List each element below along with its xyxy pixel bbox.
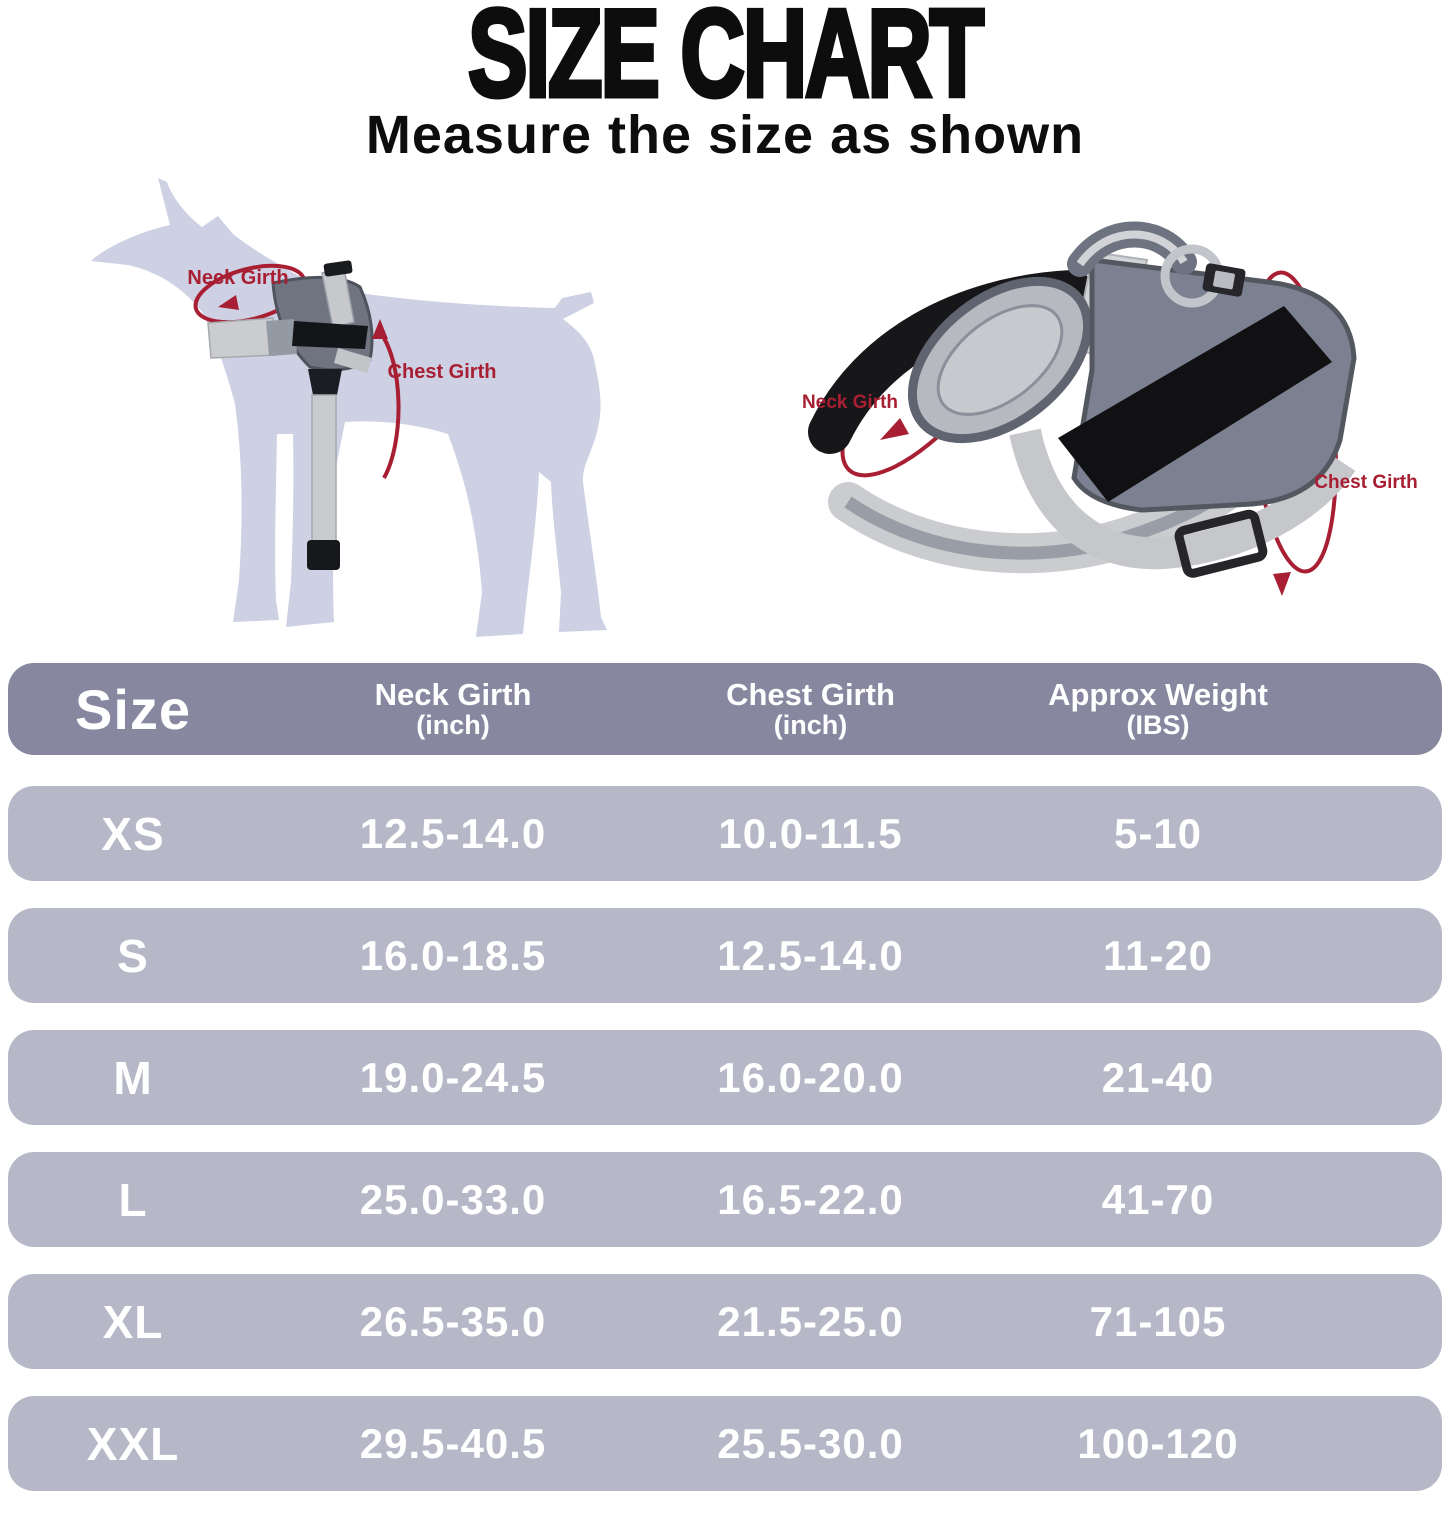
chest-value: 25.5-30.0	[717, 1419, 904, 1467]
weight-value: 100-120	[1077, 1419, 1239, 1467]
size-label: S	[117, 929, 149, 982]
col-header-chest-girth: Chest Girth (inch)	[726, 676, 895, 741]
weight-value: 41-70	[1101, 1175, 1215, 1223]
size-chart-table	[8, 663, 1442, 1518]
weight-value: 71-105	[1089, 1297, 1227, 1345]
neck-value: 16.0-18.5	[359, 931, 547, 979]
table-row-xs	[8, 786, 1442, 881]
table-row-m	[8, 1030, 1442, 1125]
dog-silhouette	[91, 178, 607, 637]
page-title-text: SIZE CHART	[467, 0, 983, 123]
chest-value: 16.5-22.0	[717, 1175, 904, 1223]
dog-neck-girth-label: Neck Girth	[187, 267, 289, 289]
page-subtitle: Measure the size as shown	[365, 105, 1085, 165]
harness-chest-girth-label: Chest Girth	[1314, 472, 1418, 493]
weight-value: 11-20	[1102, 931, 1214, 979]
chest-value: 10.0-11.5	[718, 809, 903, 857]
table-row-xl	[8, 1274, 1442, 1369]
table-row-s	[8, 908, 1442, 1003]
neck-girth-arrowhead	[880, 418, 909, 440]
table-row-l	[8, 1152, 1442, 1247]
col-header-weight: Approx Weight (IBS)	[1048, 676, 1268, 741]
col-header-size: Size	[74, 677, 192, 741]
neck-value: 26.5-35.0	[359, 1297, 547, 1345]
chest-value: 12.5-14.0	[717, 931, 904, 979]
harness-product-illustration	[830, 235, 1354, 575]
dog-measurement-diagram	[50, 172, 670, 652]
col-header-neck-girth: Neck Girth (inch)	[374, 676, 532, 741]
harness-product-diagram	[790, 210, 1450, 630]
page-title	[0, 0, 1450, 123]
weight-value: 5-10	[1113, 809, 1203, 857]
dog-chest-girth-label: Chest Girth	[387, 361, 497, 383]
size-label: XL	[102, 1295, 164, 1348]
harness-neck-girth-label: Neck Girth	[801, 392, 899, 413]
size-label: XS	[101, 807, 165, 860]
chest-value: 21.5-25.0	[717, 1297, 904, 1345]
neck-value: 19.0-24.5	[359, 1053, 547, 1101]
chest-girth-arrowhead	[1273, 572, 1291, 596]
size-label: L	[118, 1173, 148, 1226]
table-row-xxl	[8, 1396, 1442, 1491]
table-header-row	[8, 663, 1442, 755]
neck-value: 25.0-33.0	[359, 1175, 547, 1223]
size-label: XXL	[86, 1417, 180, 1470]
weight-value: 21-40	[1101, 1053, 1215, 1101]
chest-value: 16.0-20.0	[717, 1053, 904, 1101]
neck-value: 12.5-14.0	[359, 809, 547, 857]
neck-value: 29.5-40.5	[359, 1419, 547, 1467]
size-label: M	[113, 1051, 153, 1104]
